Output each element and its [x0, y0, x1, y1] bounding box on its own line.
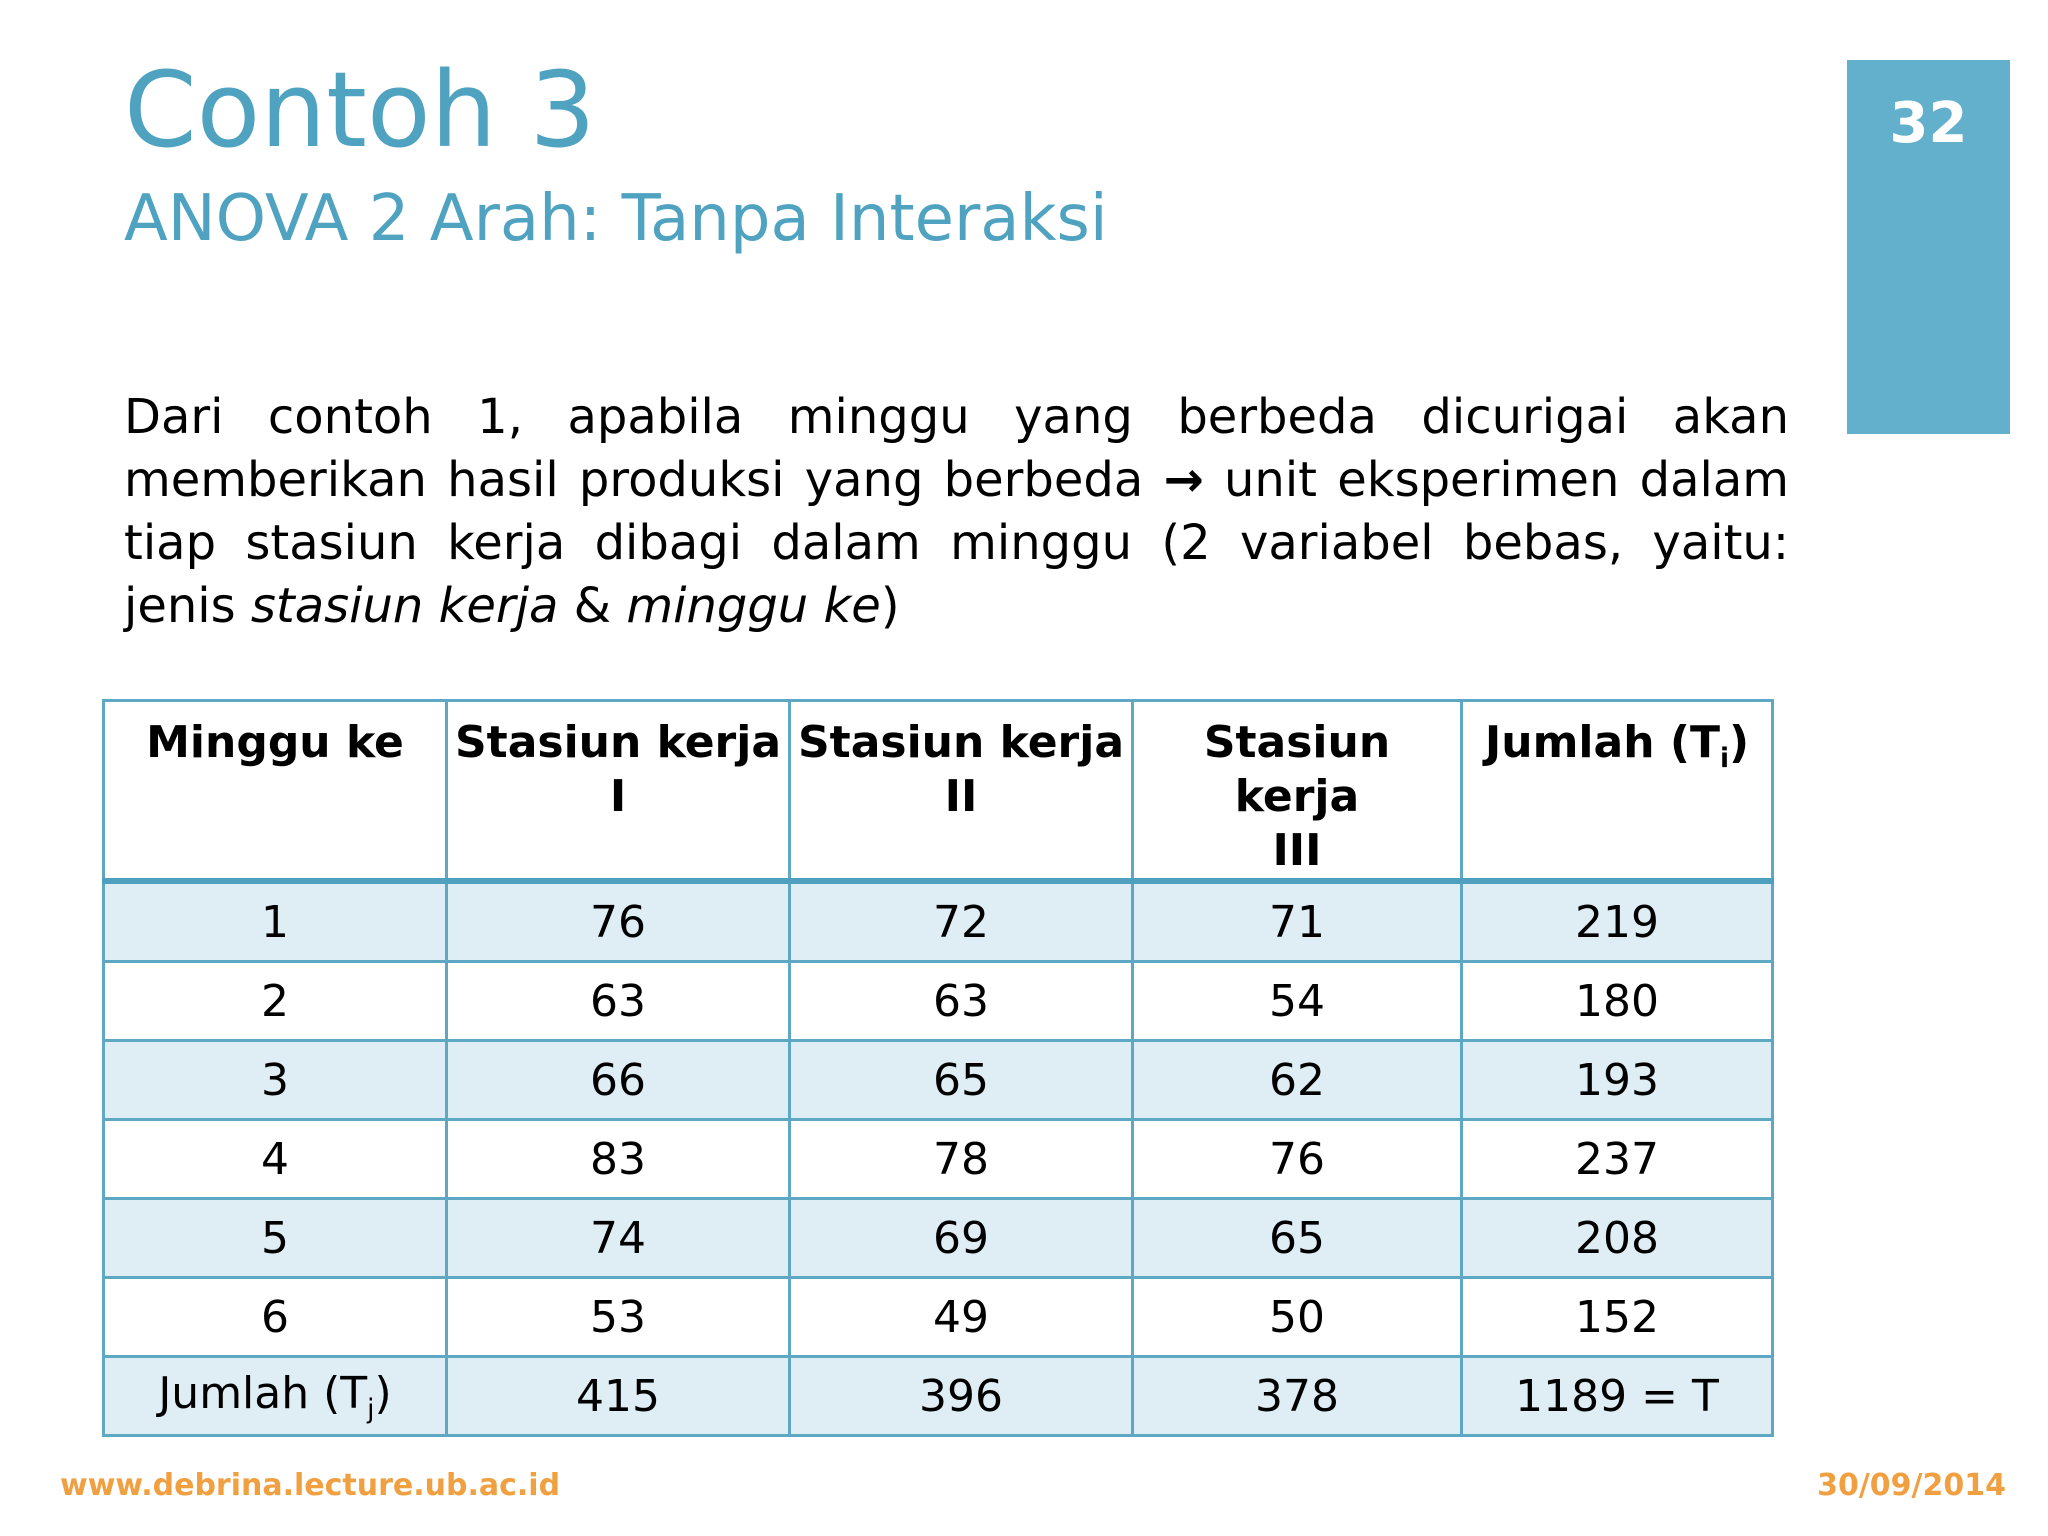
cell: 1	[104, 881, 447, 962]
slide-title: Contoh 3	[124, 49, 596, 171]
body-text-4: )	[880, 578, 900, 634]
table-row	[104, 1278, 1773, 1357]
cell: 63	[790, 962, 1133, 1041]
cell: 6	[104, 1278, 447, 1357]
cell: 69	[790, 1199, 1133, 1278]
header-jumlah: Jumlah $(T_i)$	[1462, 701, 1773, 882]
cell: 53	[447, 1278, 790, 1357]
cell: 78	[790, 1120, 1133, 1199]
body-text-1: Dari contoh 1, apabila minggu yang berbeda dicurigai akan memberikan hasil produksi yang berbeda	[124, 389, 1789, 508]
cell: 180	[1462, 962, 1773, 1041]
cell: 72	[790, 881, 1133, 962]
table-row	[104, 1120, 1773, 1199]
data-table	[102, 699, 1774, 1437]
cell: 83	[447, 1120, 790, 1199]
cell: 4	[104, 1120, 447, 1199]
cell: 2	[104, 962, 447, 1041]
header-stasiun-1: Stasiun kerja I	[447, 701, 790, 882]
cell: 5	[104, 1199, 447, 1278]
cell: 152	[1462, 1278, 1773, 1357]
cell: 49	[790, 1278, 1133, 1357]
header-minggu-ke: Minggu ke	[104, 701, 447, 882]
cell: 54	[1133, 962, 1462, 1041]
table-header-row	[104, 701, 1773, 882]
body-italic-2: minggu ke	[626, 578, 881, 634]
arrow-right-icon: →	[1163, 452, 1204, 508]
cell: 65	[1133, 1199, 1462, 1278]
footer-url: www.debrina.lecture.ub.ac.id	[60, 1468, 561, 1503]
cell: 74	[447, 1199, 790, 1278]
cell: 66	[447, 1041, 790, 1120]
cell: 76	[1133, 1120, 1462, 1199]
cell: 63	[447, 962, 790, 1041]
table-row	[104, 1041, 1773, 1120]
cell: 219	[1462, 881, 1773, 962]
cell: 3	[104, 1041, 447, 1120]
cell: 71	[1133, 881, 1462, 962]
cell: 65	[790, 1041, 1133, 1120]
cell: 237	[1462, 1120, 1773, 1199]
table-row	[104, 1199, 1773, 1278]
cell: 76	[447, 881, 790, 962]
total-label: Jumlah $(T_j)$	[104, 1357, 447, 1436]
body-paragraph	[124, 386, 1789, 638]
cell: 1189 = T	[1462, 1357, 1773, 1436]
cell: 396	[790, 1357, 1133, 1436]
slide-subtitle: ANOVA 2 Arah: Tanpa Interaksi	[124, 182, 1108, 256]
header-stasiun-2: Stasiun kerja II	[790, 701, 1133, 882]
header-stasiun-3: Stasiun kerja III	[1133, 701, 1462, 882]
cell: 50	[1133, 1278, 1462, 1357]
body-text-3: &	[558, 578, 627, 634]
footer-date: 30/09/2014	[1817, 1468, 2006, 1503]
cell: 208	[1462, 1199, 1773, 1278]
table-row	[104, 881, 1773, 962]
body-text-2: unit eksperimen dalam tiap stasiun kerja dibagi dalam minggu (2 variabel bebas, yaitu: jenis	[124, 452, 1789, 634]
cell: 62	[1133, 1041, 1462, 1120]
table-row	[104, 962, 1773, 1041]
cell: 415	[447, 1357, 790, 1436]
cell: 378	[1133, 1357, 1462, 1436]
table-total-row	[104, 1357, 1773, 1436]
page-number: 32	[1889, 91, 1968, 156]
body-italic-1: stasiun kerja	[250, 578, 559, 634]
page-number-badge	[1847, 60, 2010, 434]
cell: 193	[1462, 1041, 1773, 1120]
